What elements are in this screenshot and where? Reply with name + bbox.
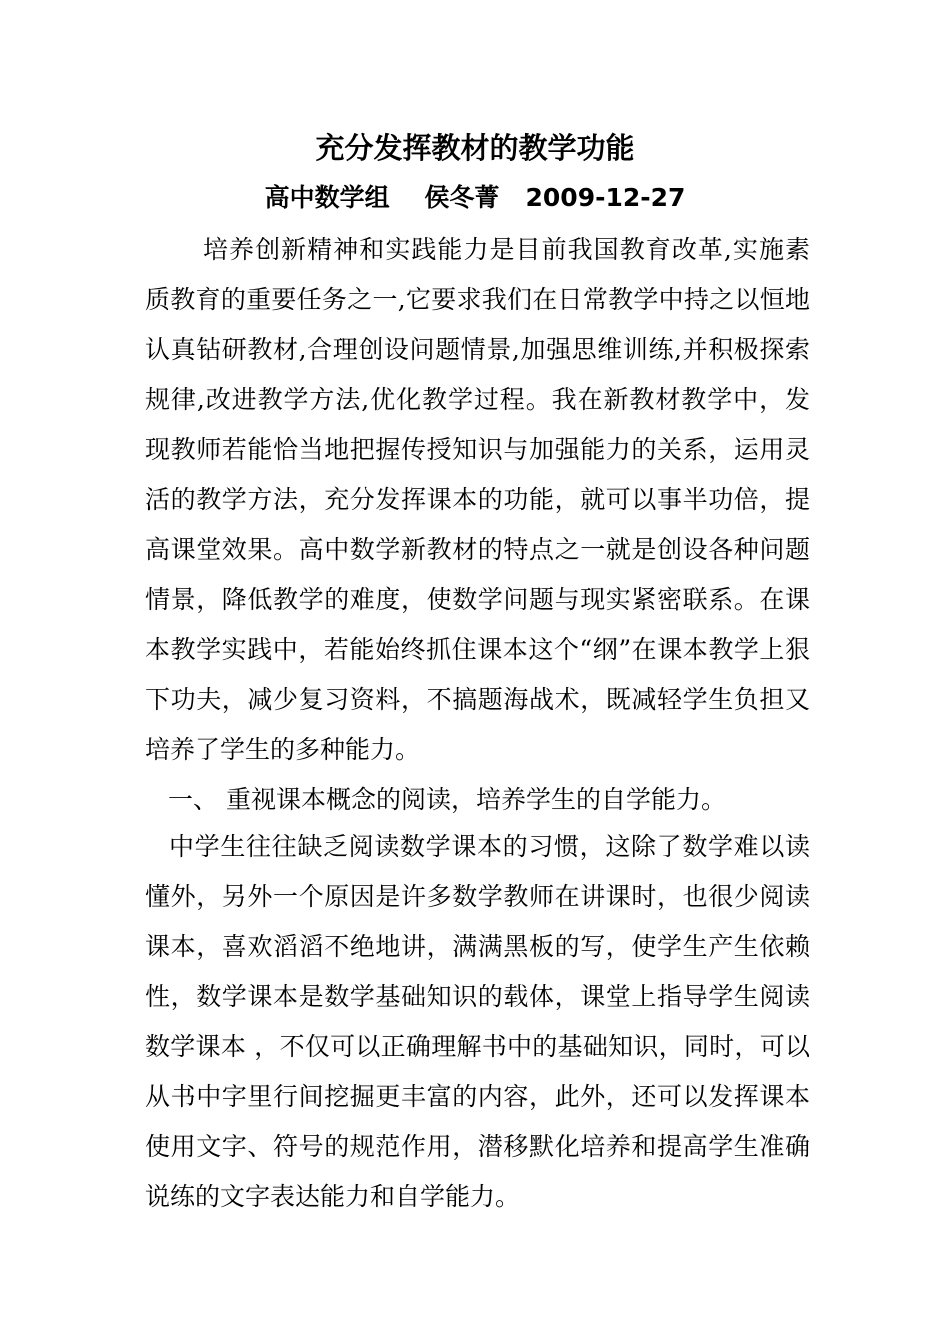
section-heading-1: 一、 重视课本概念的阅读，培养学生的自学能力。	[168, 785, 726, 814]
paragraph-intro: 培养创新精神和实践能力是目前我国教育改革,实施素质教育的重要任务之一,它要求我们在日常教学中持之以恒地认真钻研教材,合理创设问题情景,加强思维训练,并积极探索规律,改进教学方法,优化教学过程。我在新教材教学中，发现教师若能恰当地把握传授知识与加强能力的关系，运用灵活的教学方法，充分发挥课本的功能，就可以事半功倍，提高课堂效果。高中数学新教材的特点之一就是创设各种问题情景，降低教学的难度，使数学问题与现实紧密联系。在课本教学实践中，若能始终抓住课本这个“纲”在课本教学上狠下功夫，减少复习资料，不搞题海战术，既减轻学生负担又培养了学生的多种能力。	[145, 235, 810, 764]
document-title: 充分发挥教材的教学功能	[315, 131, 635, 165]
document-subtitle: 高中数学组 侯冬菁 2009-12-27	[264, 183, 686, 212]
paragraph-section-1: 中学生往往缺乏阅读数学课本的习惯，这除了数学难以读懂外，另外一个原因是许多数学教师在讲课时，也很少阅读课本，喜欢滔滔不绝地讲，满满黑板的写，使学生产生依赖性，数学课本是数学基础知识的载体，课堂上指导学生阅读数学课本 ，不仅可以正确理解书中的基础知识，同时，可以从书中字里行间挖掘更丰富的内容，此外，还可以发挥课本使用文字、符号的规范作用，潜移默化培养和提高学生准确说练的文字表达能力和自学能力。	[145, 832, 810, 1211]
